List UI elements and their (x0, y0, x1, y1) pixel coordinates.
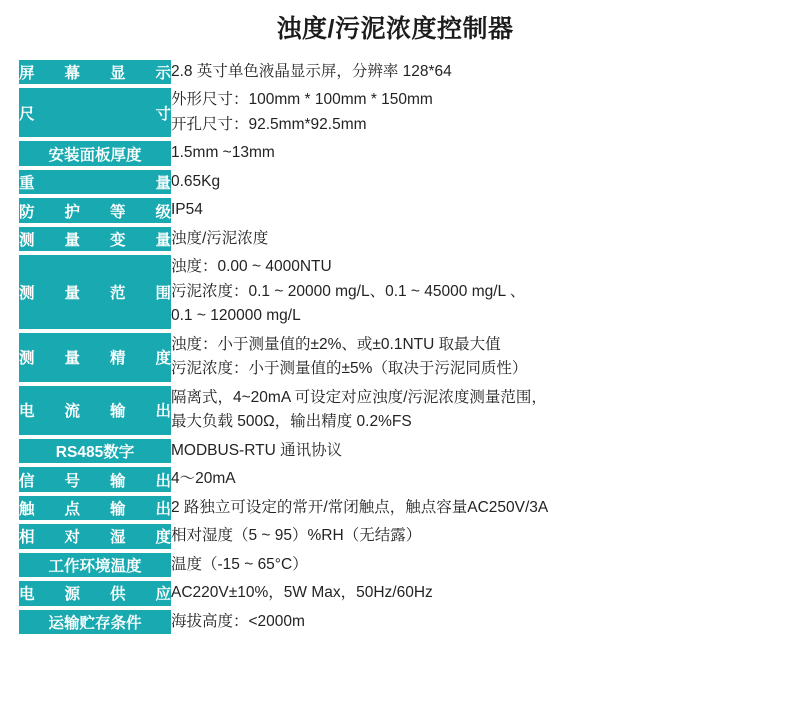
table-row (19, 60, 771, 84)
spec-value-cell (171, 227, 771, 251)
spec-value-line: 温度（-15 ~ 65°C） (171, 555, 308, 573)
spec-value-line: 浊度/污泥浓度 (171, 229, 269, 247)
spec-label-text: RS485数字 (55, 444, 135, 462)
spec-value-cell (171, 60, 771, 84)
spec-value-cell (171, 386, 771, 435)
spec-label-cell (19, 524, 171, 548)
spec-value-line: 0.65Kg (171, 172, 221, 190)
table-row (19, 227, 771, 251)
table-row (19, 170, 771, 194)
table-row (19, 255, 771, 328)
spec-value-line: 外形尺寸：100mm * 100mm * 150mm (171, 91, 433, 109)
spec-label-text: 触 点 输 出 (19, 500, 171, 518)
spec-value-line: 开孔尺寸：92.5mm*92.5mm (171, 115, 367, 133)
table-row (19, 553, 771, 577)
spec-label-text: 电 源 供 应 (19, 586, 171, 604)
spec-value-line: AC220V±10%，5W Max，50Hz/60Hz (171, 584, 433, 602)
table-row (19, 496, 771, 520)
specification-table-body (19, 60, 771, 634)
spec-value-cell (171, 439, 771, 463)
spec-value-cell (171, 581, 771, 605)
spec-value-cell (171, 467, 771, 491)
spec-value-cell (171, 198, 771, 222)
spec-value-line: 4〜20mA (171, 470, 236, 488)
spec-value-line: 海拔高度：<2000m (171, 612, 305, 630)
spec-label-cell (19, 141, 171, 165)
page-title: 浊度/污泥浓度控制器 (276, 15, 514, 43)
spec-value-cell (171, 496, 771, 520)
spec-label-text: 工作环境温度 (48, 557, 142, 575)
spec-value-cell (171, 170, 771, 194)
spec-label-text: 测 量 精 度 (19, 350, 171, 368)
spec-label-cell (19, 255, 171, 328)
table-row (19, 198, 771, 222)
spec-label-cell (19, 333, 171, 382)
spec-value-line: 隔离式，4~20mA 可设定对应浊度/污泥浓度测量范围， (171, 388, 547, 406)
spec-value-line: 0.1 ~ 120000 mg/L (171, 307, 301, 325)
spec-value-line: 浊度：小于测量值的±2%、或±0.1NTU 取最大值 (171, 335, 501, 353)
table-row (19, 386, 771, 435)
spec-value-line: 2.8 英寸单色液晶显示屏，分辨率 128*64 (171, 63, 452, 80)
table-row (19, 467, 771, 491)
spec-value-line: 污泥浓度：小于测量值的±5%（取决于污泥同质性） (171, 360, 528, 378)
spec-label-cell (19, 60, 171, 84)
spec-label-text: 运输贮存条件 (48, 614, 142, 632)
spec-value-cell (171, 610, 771, 634)
spec-label-text: 测 量 范 围 (19, 285, 171, 303)
spec-value-cell (171, 553, 771, 577)
spec-label-cell (19, 386, 171, 435)
table-row (19, 610, 771, 634)
spec-value-line: 浊度：0.00 ~ 4000NTU (171, 258, 332, 276)
table-row (19, 333, 771, 382)
table-row (19, 581, 771, 605)
spec-value-cell (171, 255, 771, 328)
spec-label-text: 重 量 (19, 175, 171, 193)
spec-label-cell (19, 198, 171, 222)
spec-label-text: 相 对 湿 度 (19, 529, 171, 547)
spec-label-text: 测 量 变 量 (19, 232, 171, 250)
spec-label-cell (19, 610, 171, 634)
spec-value-line: MODBUS-RTU 通讯协议 (171, 441, 343, 459)
spec-value-line: 相对湿度（5 ~ 95）%RH（无结露） (171, 527, 422, 545)
spec-value-line: IP54 (171, 201, 203, 219)
spec-label-text: 信 号 输 出 (19, 472, 171, 490)
table-row (19, 439, 771, 463)
spec-label-text: 电 流 输 出 (19, 403, 171, 421)
spec-label-text: 安装面板厚度 (48, 146, 142, 164)
spec-label-cell (19, 170, 171, 194)
spec-label-text: 尺 寸 (19, 105, 171, 123)
table-row (19, 141, 771, 165)
spec-label-cell (19, 467, 171, 491)
spec-value-cell (171, 88, 771, 137)
table-row (19, 88, 771, 137)
spec-value-line: 1.5mm ~13mm (171, 144, 275, 162)
spec-value-cell (171, 524, 771, 548)
spec-value-cell (171, 141, 771, 165)
spec-label-cell (19, 553, 171, 577)
spec-label-cell (19, 227, 171, 251)
spec-label-text: 屏 幕 显 示 (19, 65, 171, 83)
specification-table (19, 56, 771, 638)
table-row (19, 524, 771, 548)
spec-label-text: 防 护 等 级 (19, 203, 171, 221)
spec-label-cell (19, 439, 171, 463)
spec-value-line: 2 路独立可设定的常开/常闭触点，触点容量AC250V/3A (171, 498, 549, 516)
spec-value-cell (171, 333, 771, 382)
spec-label-cell (19, 581, 171, 605)
spec-value-line: 污泥浓度：0.1 ~ 20000 mg/L、0.1 ~ 45000 mg/L 、 (171, 282, 526, 300)
spec-value-line: 最大负载 500Ω，输出精度 0.2%FS (171, 413, 412, 431)
spec-label-cell (19, 496, 171, 520)
spec-label-cell (19, 88, 171, 137)
